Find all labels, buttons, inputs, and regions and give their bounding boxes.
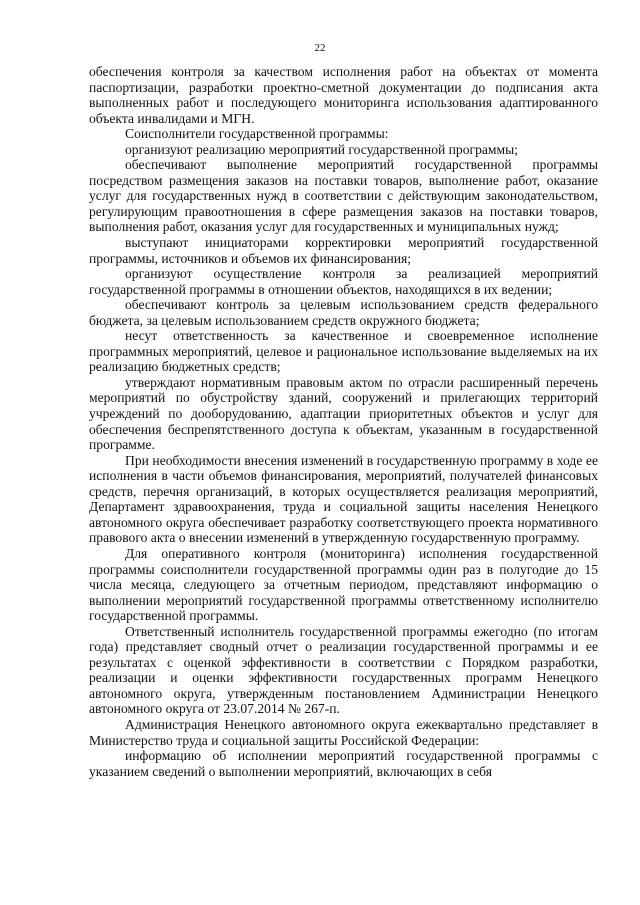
paragraph: выступают инициаторами корректировки мероприятий государственной программы, источников и объемов их финансирования; [89, 235, 598, 266]
paragraph: утверждают нормативным правовым актом по отрасли расширенный перечень мероприятий по обустройству зданий, сооружений и прилегающих территорий учреждений по дооборудованию, адаптации приоритетных объектов и услуг для обеспечения беспрепятственного доступа к объектам, указанным в государственной программе. [89, 374, 598, 453]
paragraph: обеспечивают контроль за целевым использованием средств федерального бюджета, за целевым использованием средств окружного бюджета; [89, 297, 598, 328]
paragraph: Для оперативного контроля (мониторинга) исполнения государственной программы соисполнители государственной программы один раз в полугодие до 15 числа месяца, следующего за отчетным периодом, представляют информацию о выполнении мероприятий государственной программы ответственному исполнителю государственной программы. [89, 545, 598, 624]
page-number: 22 [314, 42, 326, 54]
paragraph: Соисполнители государственной программы: [125, 126, 389, 142]
document-body [89, 64, 598, 779]
paragraph: организуют реализацию мероприятий государственной программы; [125, 141, 519, 157]
paragraph: обеспечивают выполнение мероприятий государственной программы посредством размещения заказов на поставки товаров, выполнение работ, оказание услуг для государственных нужд в соответствии с действующим законодательством, регулирующим правоотношения в сфере размещения заказов на поставки товаров, выполнения работ, оказания услуг для государственных и муниципальных нужд; [89, 157, 598, 235]
paragraph: Ответственный исполнитель государственной программы ежегодно (по итогам года) представляет сводный отчет о реализации государственной программы и ее результатах с оценкой эффективности в соответствии с Порядком разработки, реализации и оценки эффективности государственных программ Ненецкого автономного округа, утвержденным постановлением Администрации Ненецкого автономного округа от 23.07.2014 № 267-п. [89, 623, 598, 717]
paragraph: организуют осуществление контроля за реализацией мероприятий государственной программы в отношении объектов, находящихся в их ведении; [89, 266, 598, 297]
paragraph: обеспечения контроля за качеством исполнения работ на объектах от момента паспортизации, разработки проектно-сметной документации до подписания акта выполненных работ и последующего мониторинга использования адаптированного объекта инвалидами и МГН. [89, 64, 598, 126]
paragraph: При необходимости внесения изменений в государственную программу в ходе ее исполнения в части объемов финансирования, мероприятий, получателей финансовых средств, перечня организаций, в которых осуществляется реализация мероприятий, Департамент здравоохранения, труда и социальной защиты населения Ненецкого автономного округа обеспечивает разработку соответствующего проекта нормативного правового акта о внесении изменений в утвержденную государственную программу. [89, 452, 598, 546]
paragraph: несут ответственность за качественное и своевременное исполнение программных мероприятий, целевое и рациональное использование выделяемых на их реализацию бюджетных средств; [89, 328, 598, 375]
paragraph: информацию об исполнении мероприятий государственной программы с указанием сведений о выполнении мероприятий, включающих в себя [89, 748, 598, 779]
paragraph: Администрация Ненецкого автономного округа ежеквартально представляет в Министерство труда и социальной защиты Российской Федерации: [89, 716, 598, 748]
